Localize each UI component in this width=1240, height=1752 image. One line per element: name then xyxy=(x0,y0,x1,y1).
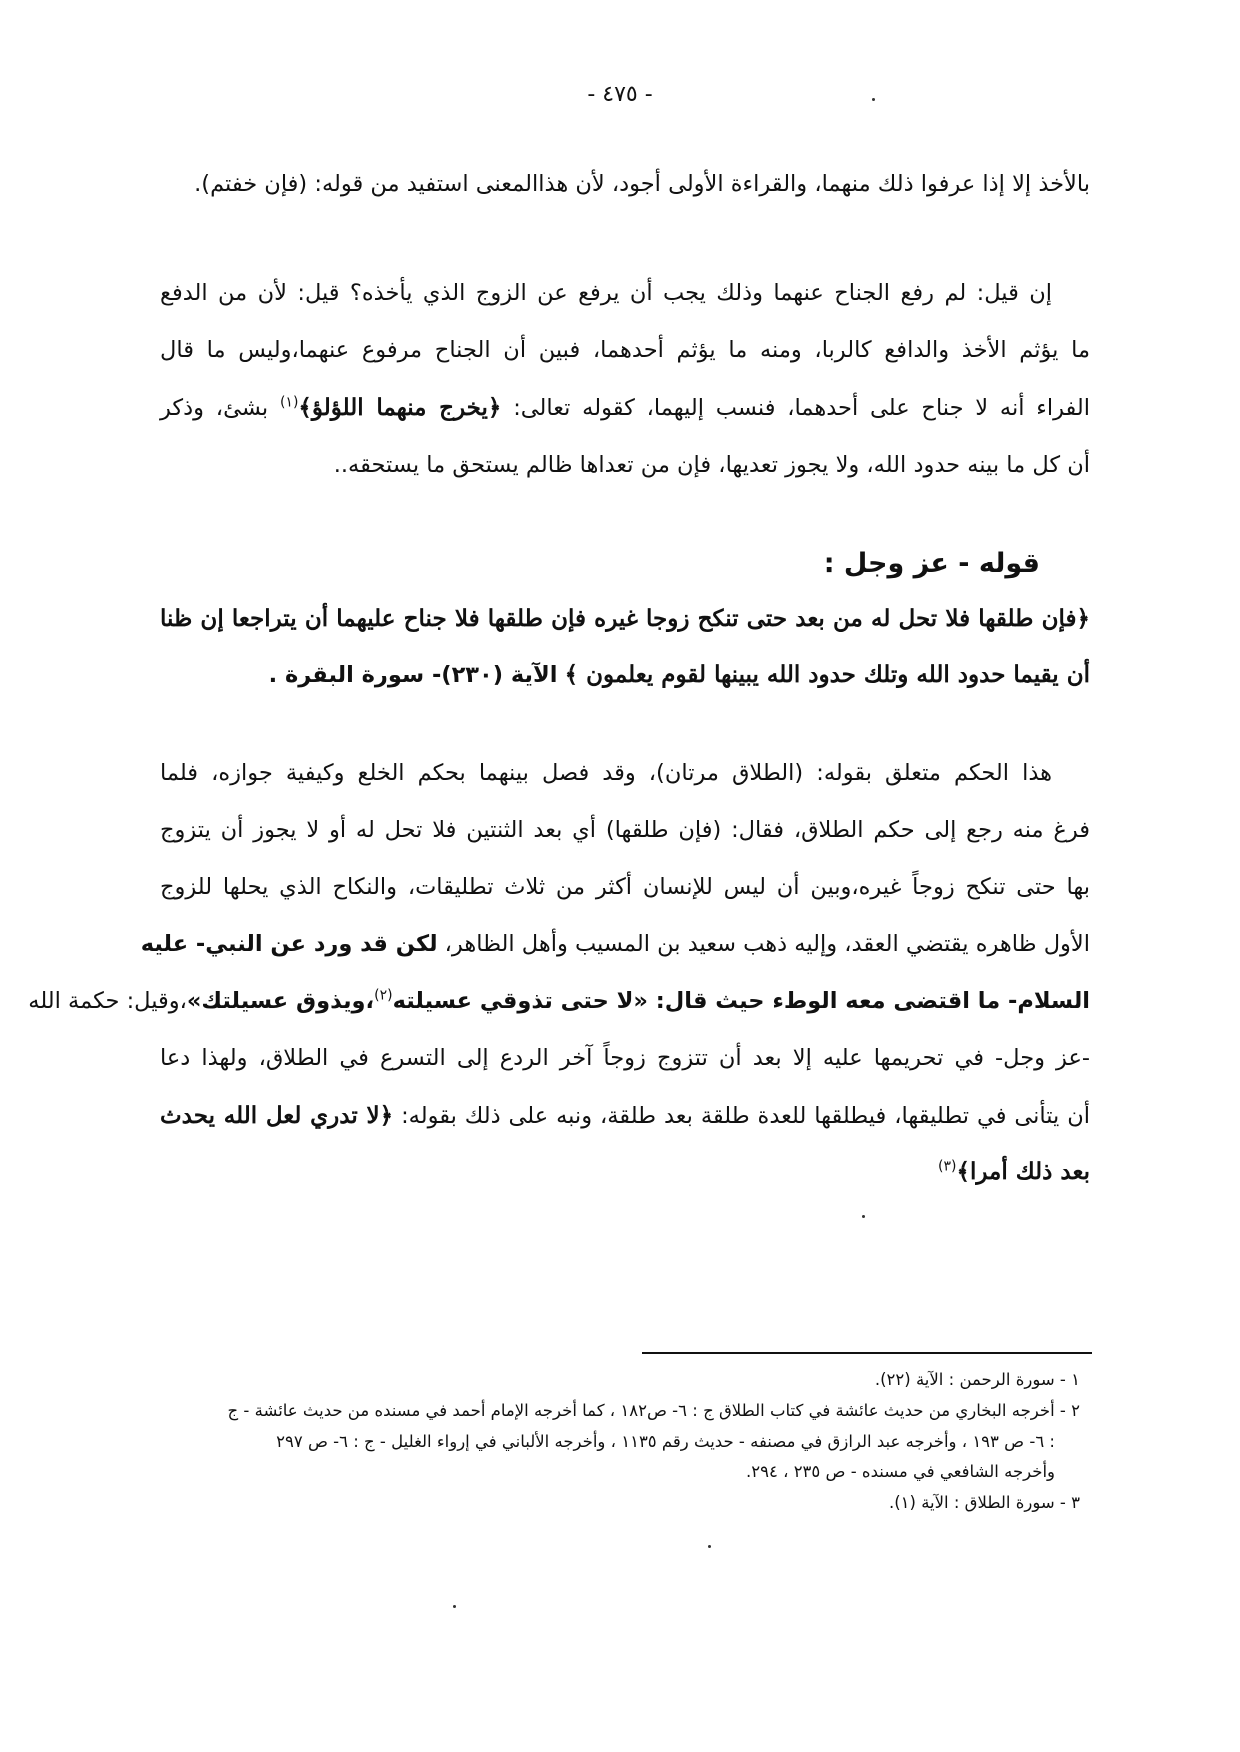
footnotes xyxy=(160,1370,1080,1513)
quran-quote: أن يقيما حدود الله وتلك حدود الله يبينها لقوم يعلمون ﴾ xyxy=(564,660,1090,688)
text-line: بها حتى تنكح زوجاً غيره،وبين أن ليس للإنسان أكثر من ثلاث تطليقات، والنكاح الذي يحلها للزوج xyxy=(160,874,1090,900)
quran-quote: ﴿لا تدري لعل الله يحدث xyxy=(160,1102,394,1129)
paragraph-ruling xyxy=(28,760,1091,1186)
text-line: -عز وجل- في تحريمها عليه إلا بعد أن تتزوج زوجاً آخر الردع إلى التسرع في الطلاق، ولهذا دعا xyxy=(160,1045,1090,1071)
quran-quote: ﴿يخرج منهما اللؤلؤ﴾ xyxy=(298,394,502,421)
text-line-with-hadith xyxy=(28,987,1090,1015)
hadith-quote-end: ،ويذوق عسيلتك» xyxy=(186,988,375,1014)
footnote-ref: (٣) xyxy=(938,1158,957,1175)
paragraph-continuation xyxy=(160,171,1090,198)
text-line xyxy=(140,931,1090,958)
verse-line: ﴿فإن طلقها فلا تحل له من بعد حتى تنكح زوجا غيره فإن طلقها فلا جناح عليهما أن يتراجعا إن ظنا xyxy=(160,605,1090,632)
footnote-2-continued: : ٦- ص ١٩٣ ، وأخرجه عبد الرازق في مصنفه - حديث رقم ١١٣٥ ، وأخرجه الألباني في إرواء الغليل - ج : ٦- ص ٢٩٧ xyxy=(276,1431,1055,1451)
footnote-ref: (١) xyxy=(279,394,299,411)
text-segment: بشئ، وذكر xyxy=(160,395,269,421)
text-line: إن قيل: لم رفع الجناح عنهما وذلك يجب أن يرفع عن الزوج الذي يأخذه؟ قيل: لأن من الدفع xyxy=(160,280,1052,306)
footnote-ref: (٢) xyxy=(374,987,393,1004)
scan-speck xyxy=(872,98,875,101)
text-line-with-verse xyxy=(160,1102,1090,1130)
text-line-with-verse xyxy=(160,394,1090,422)
footnote-3: ٣ - سورة الطلاق : الآية (١). xyxy=(888,1493,1080,1513)
text-line: بالأخذ إلا إذا عرفوا ذلك منهما، والقراءة الأولى أجود، لأن هذاالمعنى استفيد من قوله: (فإن خفتم). xyxy=(194,171,1090,197)
footnote-separator xyxy=(642,1352,1092,1354)
text-segment: ،وقيل: حكمة الله xyxy=(28,988,187,1014)
verse-line xyxy=(160,1158,1090,1186)
text-line: أن كل ما بينه حدود الله، ولا يجوز تعديها، فإن من تعداها ظالم يستحق ما يستحقه.. xyxy=(333,452,1090,478)
text-line: فرغ منه رجع إلى حكم الطلاق، فقال: (فإن طلقها) أي بعد الثنتين فلا تحل له أو لا يجوز أن يتزوج xyxy=(160,817,1090,843)
text-segment: الفراء أنه لا جناح على أحدهما، فنسب إليهما، كقوله تعالى: xyxy=(513,395,1091,421)
hadith-quote: السلام- ما اقتضى معه الوطء حيث قال: «لا حتى تذوقي عسيلته xyxy=(392,988,1090,1014)
scan-speck xyxy=(708,1545,711,1548)
page-number: - ٤٧٥ - xyxy=(587,82,653,107)
text-line: ما يؤثم الأخذ والدافع كالربا، ومنه ما يؤثم أحدهما، فبين أن الجناح مرفوع عنهما،وليس ما قال xyxy=(160,337,1090,363)
quran-verse-block xyxy=(160,605,1090,689)
hadith-intro: لكن قد ورد عن النبي- عليه xyxy=(140,931,438,957)
text-line: هذا الحكم متعلق بقوله: (الطلاق مرتان)، وقد فصل بينهما بحكم الخلع وكيفية جوازه، فلما xyxy=(160,760,1052,786)
footnote-2: ٢ - أخرجه البخاري من حديث عائشة في كتاب الطلاق ج : ٦- ص١٨٢ ، كما أخرجه الإمام أحمد في مسنده من حديث عائشة - ج xyxy=(227,1400,1080,1420)
footnote-1: ١ - سورة الرحمن : الآية (٢٢). xyxy=(874,1370,1080,1389)
quran-quote: بعد ذلك أمرا﴾ xyxy=(956,1158,1090,1185)
footnote-2-continued: وأخرجه الشافعي في مسنده - ص ٢٣٥ ، ٢٩٤. xyxy=(746,1462,1055,1482)
verse-line-with-reference xyxy=(160,661,1090,689)
paragraph-objection xyxy=(160,280,1090,479)
text-segment: الأول ظاهره يقتضي العقد، وإليه ذهب سعيد بن المسيب وأهل الظاهر، xyxy=(444,931,1090,957)
section-heading: قوله - عز وجل : xyxy=(823,548,1040,579)
text-segment: أن يتأنى في تطليقها، فيطلقها للعدة طلقة بعد طلقة، ونبه على ذلك بقوله: xyxy=(401,1103,1091,1129)
verse-reference: الآية (٢٣٠)- سورة البقرة . xyxy=(268,661,558,688)
scan-speck xyxy=(862,1215,865,1218)
scan-speck xyxy=(453,1605,456,1608)
